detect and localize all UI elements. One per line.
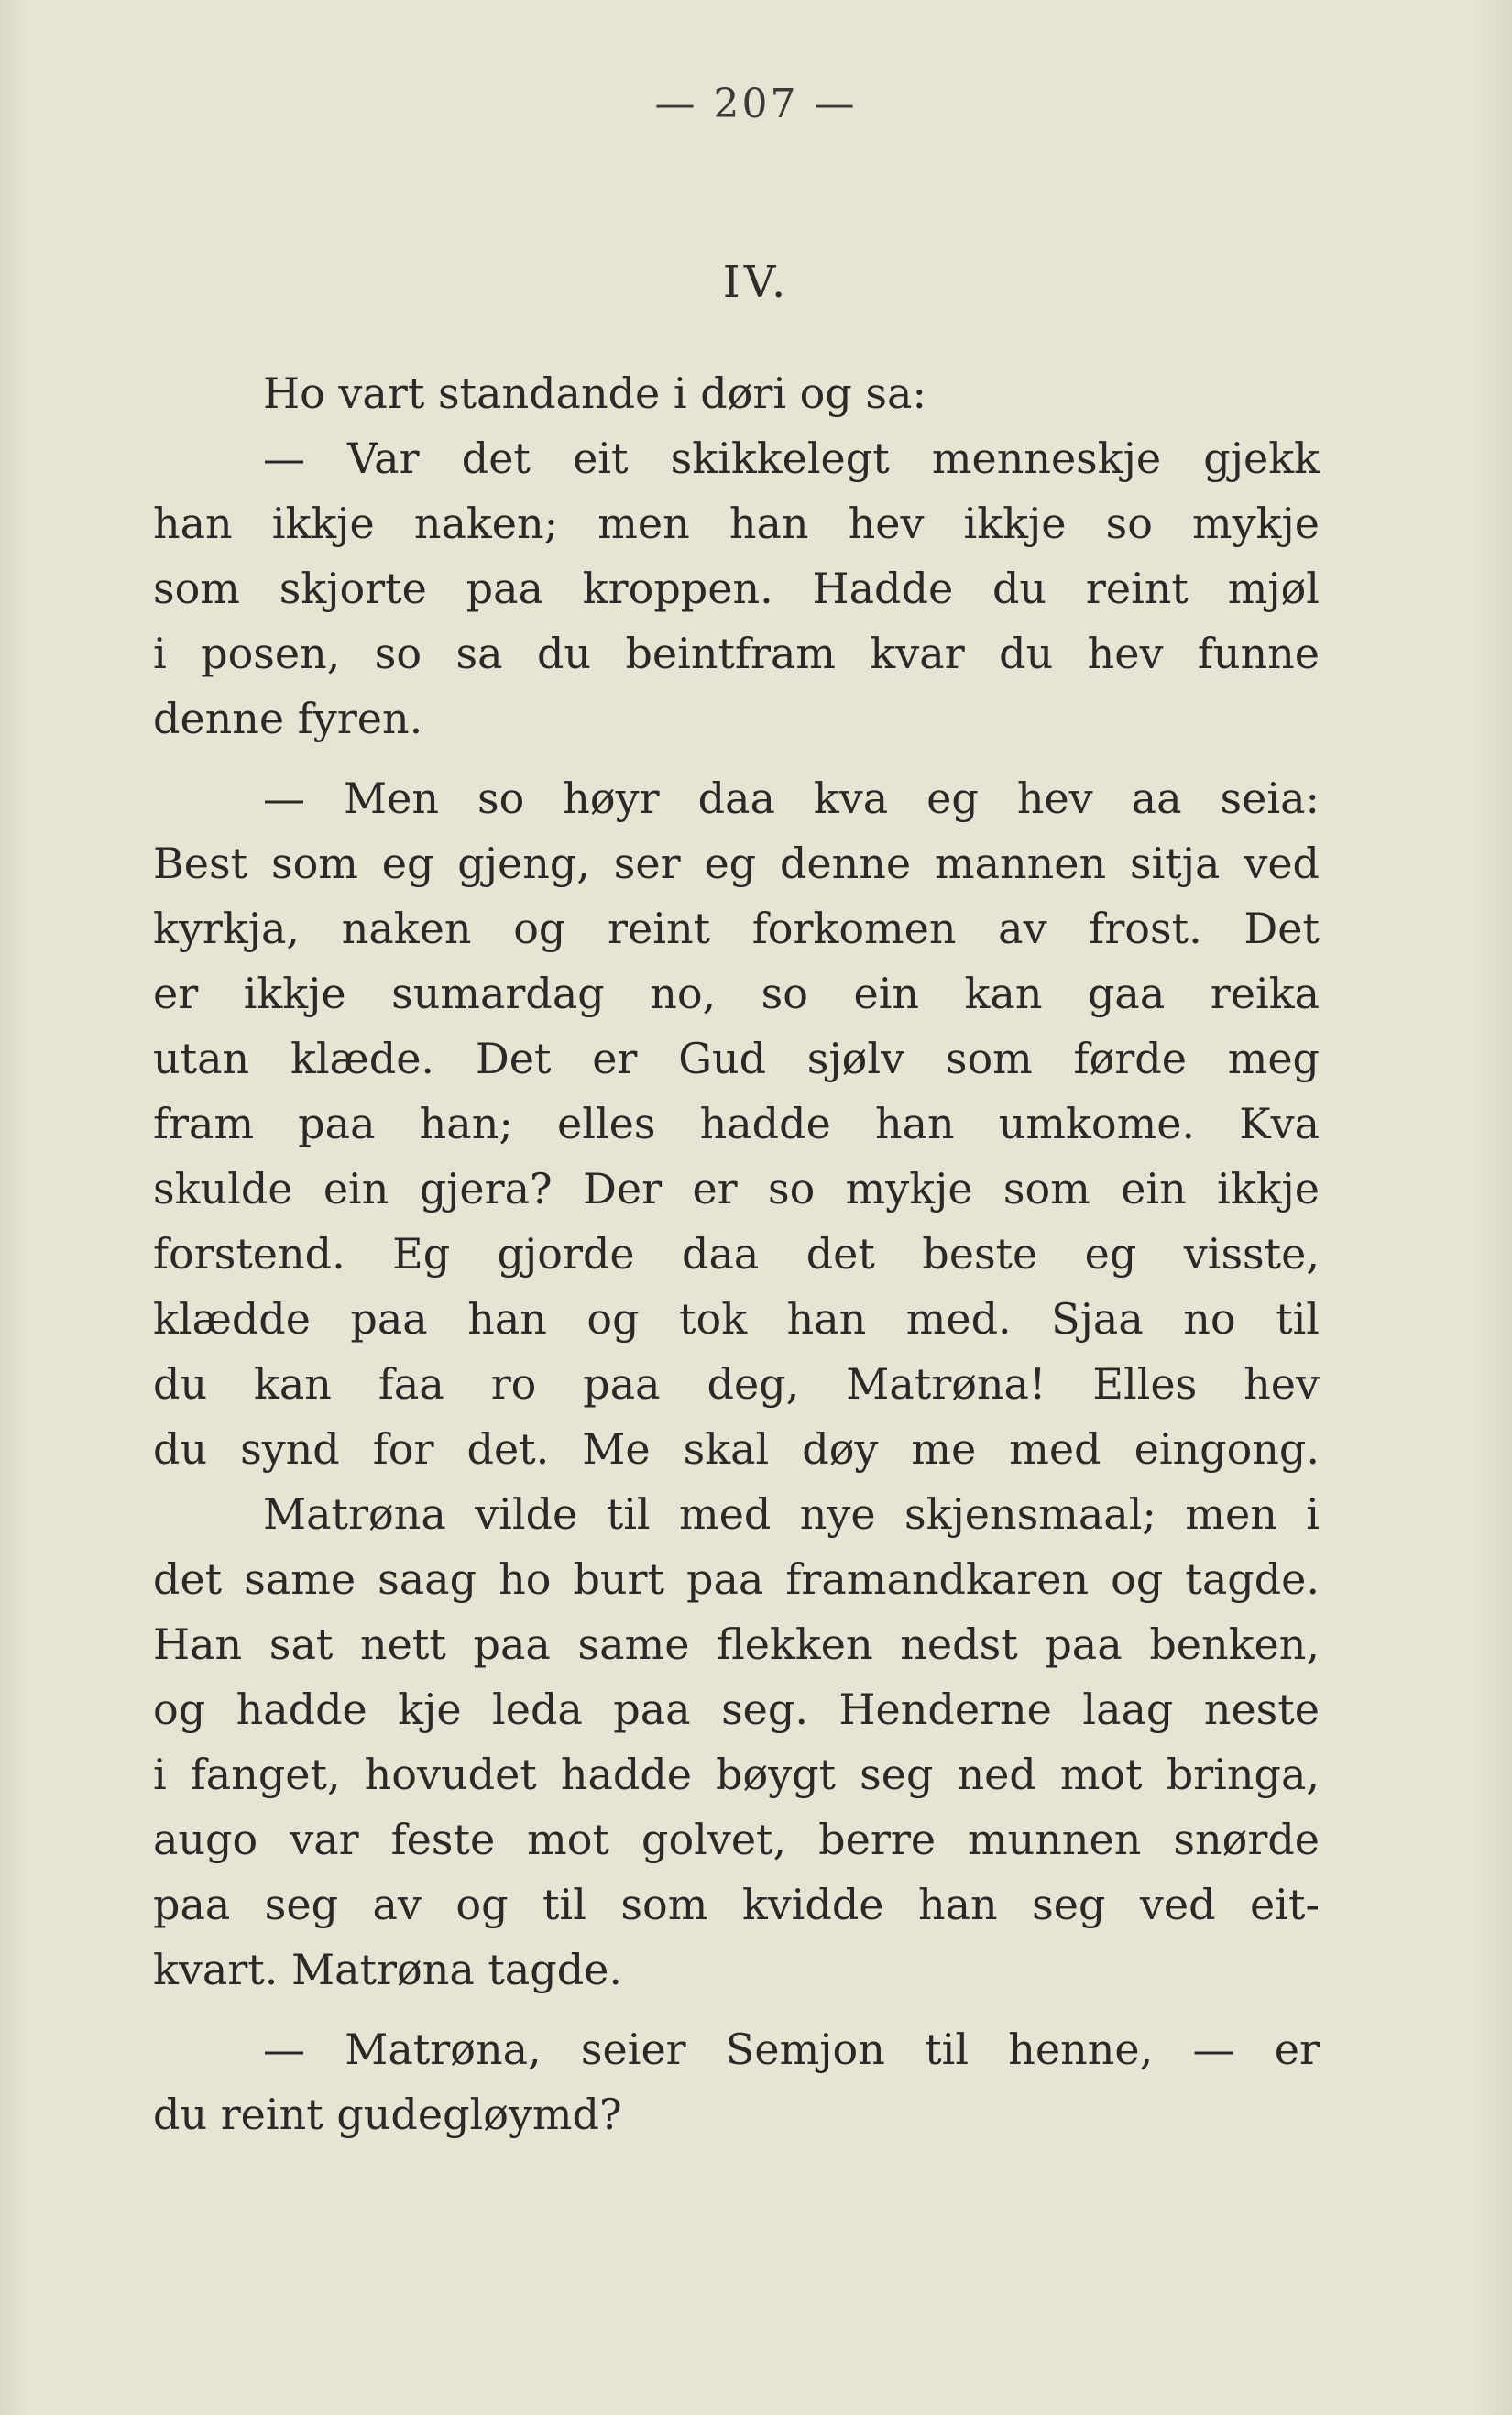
text-line: klædde paa han og tok han med. Sjaa no til [153,1294,1320,1344]
text-line: fram paa han; elles hadde han umkome. Kva [153,1099,1320,1148]
text-line: — Matrøna, seier Semjon til henne, — er [263,2025,1320,2074]
text-line: paa seg av og til som kvidde han seg ved eit- [153,1880,1320,1929]
text-line: forstend. Eg gjorde daa det beste eg visste, [153,1229,1320,1279]
text-line: du reint gudegløymd? [153,2090,622,2139]
text-line: Han sat nett paa same flekken nedst paa benken, [153,1619,1320,1669]
chapter-heading: IV. [722,257,790,308]
text-line: kyrkja, naken og reint forkomen av frost. Det [153,904,1320,953]
text-line: — Men so høyr daa kva eg hev aa seia: [263,774,1320,823]
text-line: som skjorte paa kroppen. Hadde du reint mjøl [153,564,1320,613]
text-line: og hadde kje leda paa seg. Henderne laag neste [153,1685,1320,1734]
text-line: Best som eg gjeng, ser eg denne mannen sitja ved [153,839,1320,888]
text-line: Matrøna vilde til med nye skjensmaal; men i [263,1489,1320,1539]
text-line: er ikkje sumardag no, so ein kan gaa reika [153,969,1320,1018]
text-line: augo var feste mot golvet, berre munnen snørde [153,1815,1320,1864]
text-line: det same saag ho burt paa framandkaren og tagde. [153,1554,1320,1604]
text-line: kvart. Matrøna tagde. [153,1945,623,1994]
text-line: han ikkje naken; men han hev ikkje so mykje [153,499,1320,548]
page-number-header: — 207 — [654,81,858,127]
body-text [153,361,1320,2147]
text-line: du synd for det. Me skal døy me med eingong. [153,1424,1320,1474]
text-line: skulde ein gjera? Der er so mykje som ein ikkje [153,1164,1320,1213]
text-line: utan klæde. Det er Gud sjølv som førde meg [153,1034,1320,1083]
text-line: Ho vart standande i døri og sa: [263,368,926,418]
text-line: denne fyren. [153,694,423,743]
text-line: du kan faa ro paa deg, Matrøna! Elles hev [153,1359,1320,1409]
text-line: i fanget, hovudet hadde bøygt seg ned mot bringa, [153,1750,1320,1799]
text-line: — Var det eit skikkelegt menneskje gjekk [263,434,1320,483]
text-line: i posen, so sa du beintfram kvar du hev funne [153,629,1320,678]
